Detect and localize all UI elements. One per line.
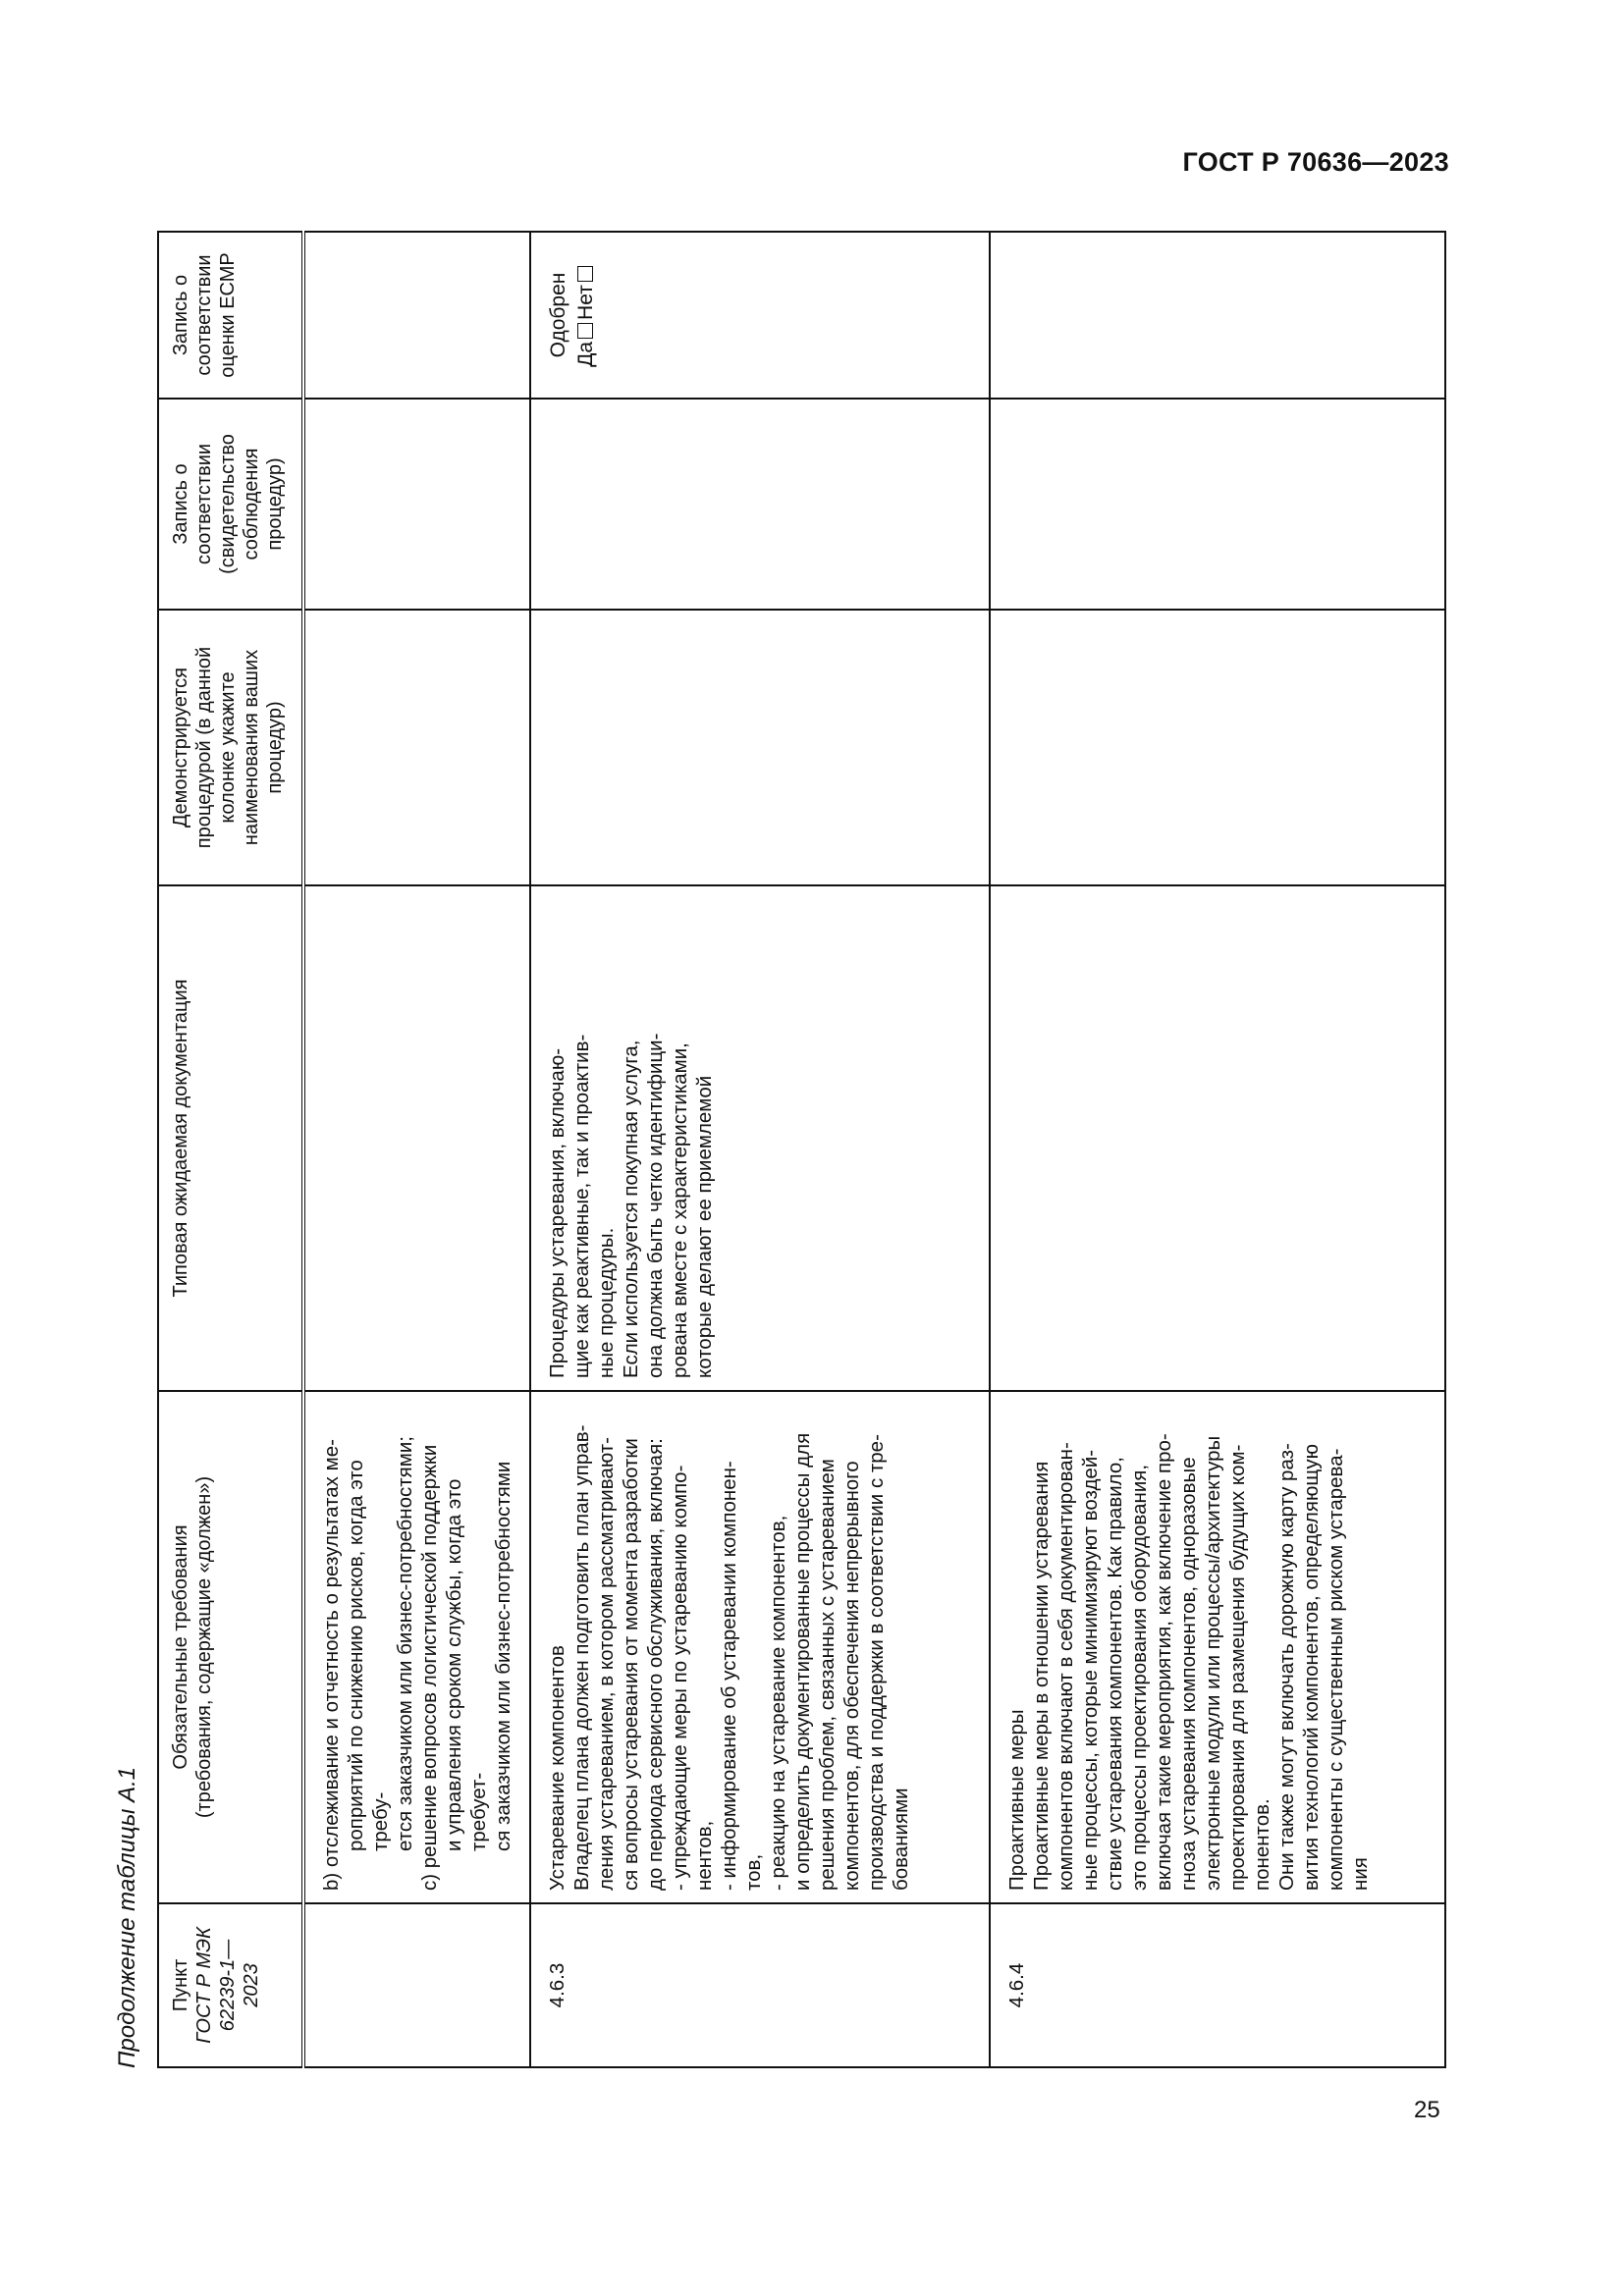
record-compliance-cell: [990, 399, 1445, 610]
header-record-compliance: Запись о соответствии (свидетельство соблюдения процедур): [158, 399, 303, 610]
requirements-table: [157, 231, 1446, 2068]
record-ecmp-cell: [990, 232, 1445, 399]
no-label: Нет: [574, 285, 598, 320]
clause-cell: [303, 1903, 530, 2067]
header-clause: Пункт ГОСТ Р МЭК 62239-1— 2023: [158, 1903, 303, 2067]
header-demonstrated: Демонстрируется процедурой (в данной колонке укажите наименования ваших процедур): [158, 610, 303, 885]
table-row: [303, 232, 530, 2067]
record-ecmp-cell: [303, 232, 530, 399]
clause-cell: 4.6.3: [530, 1903, 990, 2067]
documentation-cell: Процедуры устаревания, включаю- щие как реактивные, так и проактив- ные процедуры. Если используется покупная услуга, она должна быть четко идентифици- рована вместе с характеристиками, которые делают ее приемлемой: [530, 885, 990, 1391]
documentation-cell: [303, 885, 530, 1391]
header-record-ecmp: Запись о соответствии оценки ЕСМР: [158, 232, 303, 399]
record-compliance-cell: [303, 399, 530, 610]
demonstrated-cell: [990, 610, 1445, 885]
header-requirements: Обязательные требования (требования, содержащие «должен»): [158, 1391, 303, 1903]
requirements-cell: Проактивные меры Проактивные меры в отношении устаревания компонентов включают в себя документирован- ные процессы, которые минимизируют воздей- ствие устаревания компонентов. Как правило, это процессы проектирования оборудования, включая такие мероприятия, как включение про- гноза устаревания компонентов, одноразовые электронные модули или процессы/архитектуры проектирования для размещения будущих ком- понентов. Они также могут включать дорожную карту раз- вития технологий компонентов, определяющую компоненты с существенным риском устарева- ния: [990, 1391, 1445, 1903]
record-ecmp-cell: [530, 232, 990, 399]
page-number: 25: [1414, 2097, 1440, 2123]
no-checkbox[interactable]: [577, 266, 593, 282]
approval-label: Одобрен: [547, 272, 569, 358]
rotated-table-frame: [114, 233, 1439, 2068]
table-continuation-caption: Продолжение таблицы А.1: [114, 1766, 140, 2068]
record-compliance-cell: [530, 399, 990, 610]
yes-checkbox[interactable]: [577, 323, 593, 339]
requirements-cell: Устаревание компонентов Владелец плана должен подготовить план управ- ления устареванием, в котором рассматривают- ся вопросы устаревания от момента разработки до периода сервисного обслуживания, включая: - упреждающие меры по устареванию компо- нентов, - информирование об устаревании компонен- тов, - реакцию на устаревание компонентов, и определить документированные процессы для решения проблем, связанных с устареванием компонентов, для обеспечения непрерывного производства и поддержки в соответствии с тре- бованиями: [530, 1391, 990, 1903]
documentation-cell: [990, 885, 1445, 1391]
document-code: ГОСТ Р 70636—2023: [1182, 147, 1449, 177]
header-documentation: Типовая ожидаемая документация: [158, 885, 303, 1391]
table-header-row: [158, 232, 303, 2067]
approval-options: [572, 244, 600, 386]
clause-cell: 4.6.4: [990, 1903, 1445, 2067]
requirements-cell: b) отслеживание и отчетность о результатах ме- роприятий по снижению рисков, когда это требу- ется заказчиком или бизнес-потребностями; c) решение вопросов логистической поддержки и управления сроком службы, когда это требует- ся заказчиком или бизнес-потребностями: [303, 1391, 530, 1903]
table-row: [530, 232, 990, 2067]
table-row: [990, 232, 1445, 2067]
demonstrated-cell: [530, 610, 990, 885]
demonstrated-cell: [303, 610, 530, 885]
yes-label: Да: [574, 341, 598, 367]
